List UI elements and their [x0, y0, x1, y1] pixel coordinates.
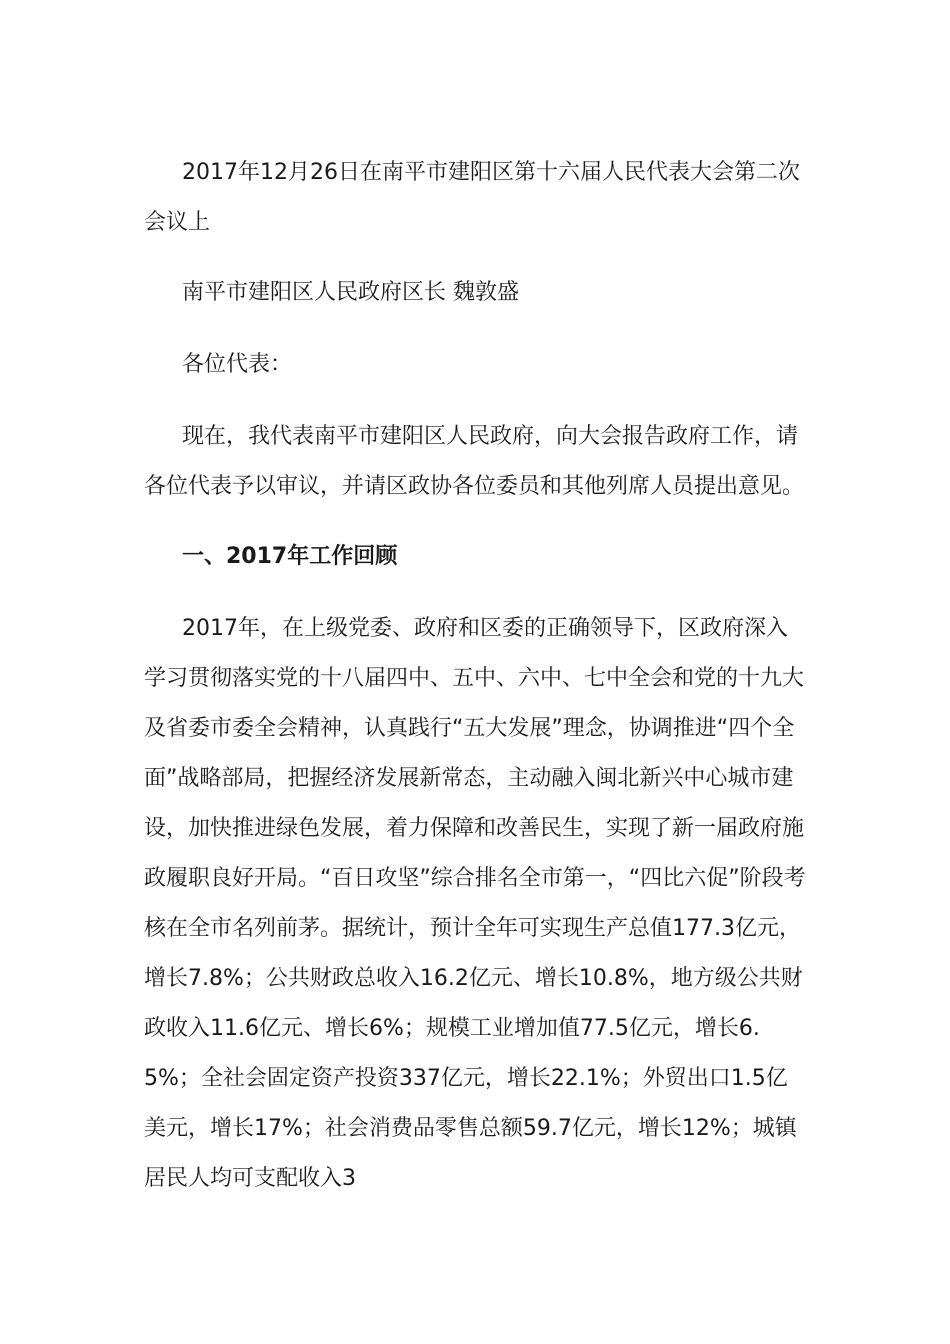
intro-paragraph: 现在，我代表南平市建阳区人民政府，向大会报告政府工作，请各位代表予以审议，并请区政协各位委员和其他列席人员提出意见。 [144, 424, 805, 499]
meeting-date-line: 2017年12月26日在南平市建阳区第十六届人民代表大会第二次会议上 [144, 160, 800, 235]
greeting: 各位代表： [182, 352, 293, 377]
body-paragraph: 2017年，在上级党委、政府和区委的正确领导下，区政府深入学习贯彻落实党的十八届四中、五中、六中、七中全会和党的十九大及省委市委全会精神，认真践行“五大发展”理念，协调推进“四个全面”战略部局，把握经济发展新常态，主动融入闽北新兴中心城市建设，加快推进绿色发展，着力保障和改善民生，实现了新一届政府施政履职良好开局。“百日攻坚”综合排名全市第一，“四比六促”阶段考核在全市名列前茅。据统计，预计全年可实现生产总值177.3亿元，增长7.8%；公共财政总收入16.2亿元、增长10.8%，地方级公共财政收入11.6亿元、增长6%；规模工业增加值77.5亿元，增长6.5%；全社会固定资产投资337亿元，增长22.1%；外贸出口1.5亿美元，增长17%；社会消费品零售总额59.7亿元，增长12%；城镇居民人均可支配收入3 [144, 616, 806, 1191]
author-line: 南平市建阳区人民政府区长 魏敦盛 [182, 280, 519, 305]
section-heading: 一、2017年工作回顾 [182, 544, 398, 569]
